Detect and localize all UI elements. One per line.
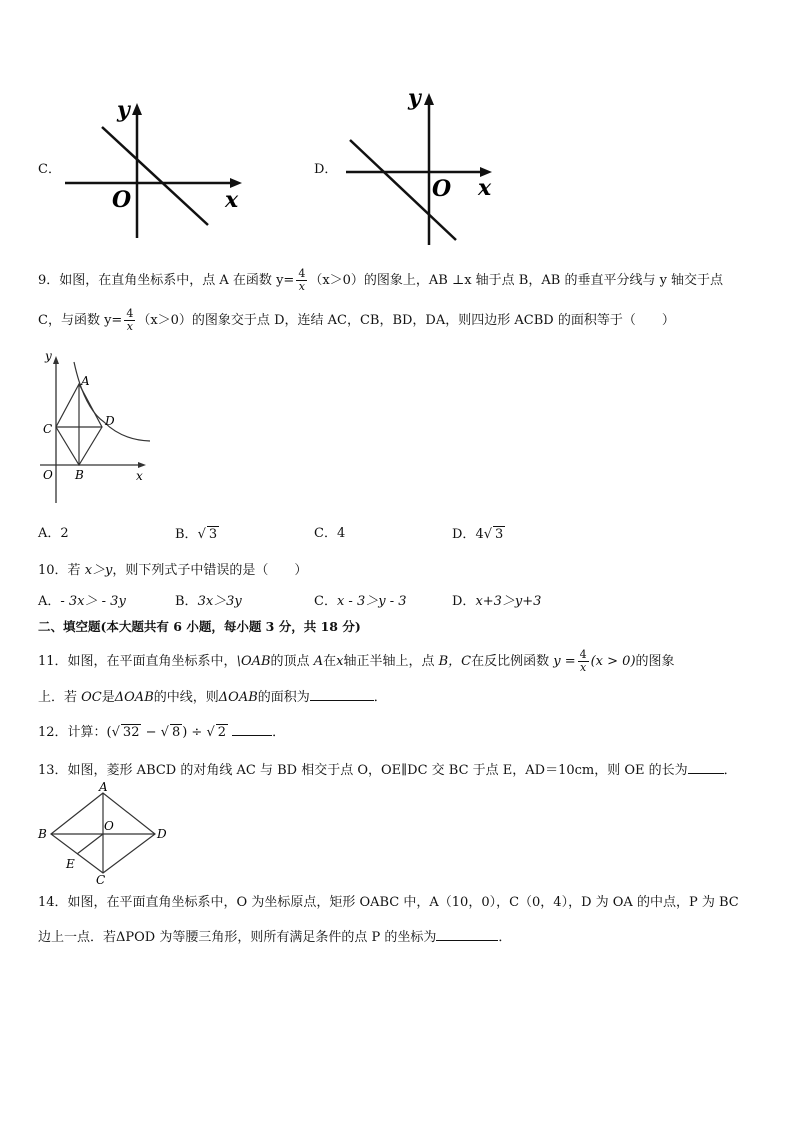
q9-number: 9． bbox=[38, 273, 60, 288]
q13-line: 13．如图，菱形 ABCD 的对角线 AC 与 BD 相交于点 O，OE∥DC 交 BC 于点 E，AD＝10cm，则 OE 的长为 ． bbox=[38, 763, 737, 778]
q14-line2: 边上一点．若ΔPOD 为等腰三角形，则所有满足条件的点 P 的坐标为 ． bbox=[38, 930, 512, 945]
q10-stem: 10．若 x＞y，则下列式子中错误的是（ ） bbox=[38, 563, 308, 578]
label-O: O bbox=[104, 819, 114, 833]
answer-blank[interactable] bbox=[436, 928, 498, 941]
q9-option-d: D．4√ 3 bbox=[452, 527, 504, 542]
answer-blank[interactable] bbox=[310, 688, 374, 701]
q9-text-b: （x＞0）的图象上，AB ⊥x 轴于点 B，AB 的垂直平分线与 y 轴交于点 bbox=[309, 273, 724, 288]
q9-text-d: （x＞0）的图象交于点 D，连结 AC，CB，BD，DA，则四边形 ACBD 的面积等于（ ） bbox=[137, 313, 675, 328]
q9-option-c: C．4 bbox=[314, 526, 346, 541]
segment-OE bbox=[77, 834, 103, 854]
q13-figure bbox=[34, 780, 174, 888]
label-B: B bbox=[38, 827, 47, 841]
answer-blank[interactable] bbox=[688, 761, 724, 774]
label-x: x bbox=[136, 469, 143, 483]
section-title: 二、填空题(本大题共有 6 小题，每小题 3 分，共 18 分) bbox=[38, 619, 361, 634]
answer-blank[interactable] bbox=[232, 723, 272, 736]
q9-fraction: $\frac{4}{x}$ bbox=[298, 267, 306, 293]
q9-line2 bbox=[38, 308, 675, 333]
y-axis-arrow bbox=[53, 356, 59, 364]
label-B: B bbox=[75, 468, 84, 482]
label-A: A bbox=[99, 780, 108, 794]
origin-label: O bbox=[112, 187, 132, 213]
q8-option-c-graph bbox=[60, 95, 250, 245]
y-axis-arrow bbox=[132, 103, 142, 115]
q9-option-b: B．√ 3 bbox=[175, 527, 218, 542]
y-axis-arrow bbox=[424, 93, 434, 105]
label-C: C bbox=[43, 422, 53, 436]
label-y: y bbox=[45, 349, 52, 363]
label-E: E bbox=[66, 857, 75, 871]
q8-option-d-graph bbox=[340, 85, 510, 250]
q9-text-a: 如图，在直角坐标系中，点 A 在函数 y= bbox=[59, 273, 295, 288]
q11-line2: 上．若 OC是ΔOAB的中线，则ΔOAB的面积为 ． bbox=[38, 690, 387, 705]
x-axis-label: x bbox=[225, 187, 239, 213]
q10-option-d: D．x+3＞y+3 bbox=[452, 594, 542, 609]
q8-option-d-label: D． bbox=[314, 162, 338, 177]
y-axis-label: y bbox=[117, 97, 130, 123]
q9-figure bbox=[34, 348, 159, 508]
q9-line1 bbox=[38, 268, 723, 293]
q9-option-a: A．2 bbox=[38, 526, 69, 541]
label-O: O bbox=[43, 468, 53, 482]
q10-option-c: C．x - 3＞y - 3 bbox=[314, 594, 407, 609]
q8-option-c-label: C． bbox=[38, 162, 61, 177]
q9-text-c: C，与函数 y= bbox=[38, 313, 123, 328]
q11-line1: 11．如图，在平面直角坐标系中，\OAB的顶点 A在x轴正半轴上，点 B，C在反比例函数 y = $\frac{4}{x}$ (x > 0)的图象 bbox=[38, 648, 675, 674]
label-C: C bbox=[96, 873, 106, 887]
y-axis-label: y bbox=[408, 85, 421, 111]
label-A: A bbox=[81, 374, 90, 388]
label-D: D bbox=[157, 827, 167, 841]
q9-fraction-2: $\frac{4}{x}$ bbox=[126, 307, 134, 333]
q14-line1: 14．如图，在平面直角坐标系中，O 为坐标原点，矩形 OABC 中，A（10，0），C（0，4），D 为 OA 的中点，P 为 BC bbox=[38, 895, 739, 910]
q10-option-b: B．3x＞3y bbox=[175, 594, 242, 609]
label-D: D bbox=[105, 414, 115, 428]
x-axis-arrow bbox=[138, 462, 146, 468]
q10-option-a: A．- 3x＞ - 3y bbox=[38, 594, 126, 609]
origin-label: O bbox=[432, 176, 452, 202]
q12-line: 12．计算：(√ 32 − √ 8 ) ÷ √ 2 ． bbox=[38, 725, 286, 740]
x-axis-label: x bbox=[478, 175, 492, 201]
